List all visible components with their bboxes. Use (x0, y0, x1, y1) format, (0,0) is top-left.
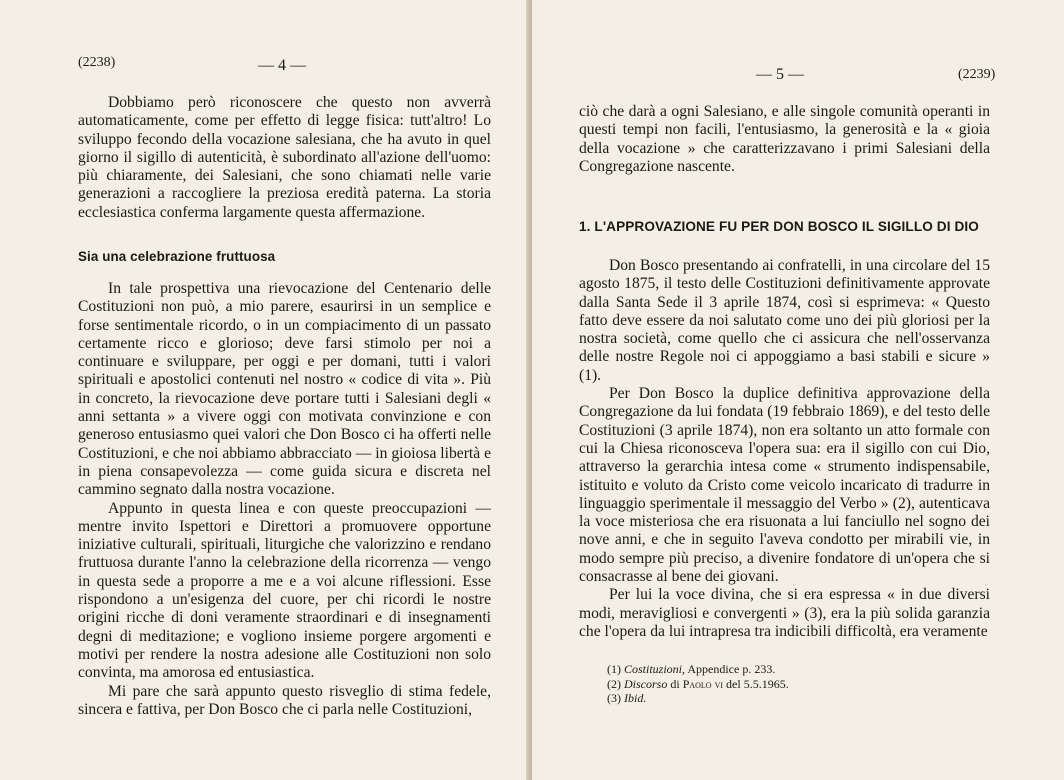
paragraph: Dobbiamo però riconoscere che questo non avverrà automaticamente, come per effetto di legge fisica: tutt'altro! Lo sviluppo fecondo della vocazione salesiana, che ha avuto in quel giorno il sigillo di autenticità, è subordinato all'azione dell'uomo: più chiaramente, dei Salesiani, che sono chiamati nelle varie generazioni a raccogliere la preziosa eredità paterna. La storia ecclesiastica conferma largamente questa affermazione. (78, 94, 491, 221)
section-heading: Sia una celebrazione fruttuosa (78, 249, 276, 264)
main-text (78, 280, 491, 719)
paragraph: Appunto in questa linea e con queste preoccupazioni — mentre invito Ispettori e Direttori a promuovere opportune iniziative culturali, spirituali, liturgiche che valorizzino e rendano fruttuosa durante l'anno la celebrazione della ricorrenza — vengo in questa sede a proporre a me e a voi alcune riflessioni. Esse rispondono a un'esigenza del cuore, per chi ricordi le nostre origini ricche di doni veramente straordinari e di insegnamenti degni di meditazione; e vogliono insieme porgere argomenti e motivi per rendere la nostra adesione alle Costituzioni non solo convinta, ma amorosa ed entusiastica. (78, 499, 491, 682)
paragraph: Mi pare che sarà appunto questo risveglio di stima fedele, sincera e fattiva, per Don Bosco che ci parla nelle Costituzioni, (78, 682, 491, 718)
page-code: (2238) (78, 55, 116, 70)
intro-text (78, 94, 491, 222)
footnote: (1) Costituzioni, Appendice p. 233. (607, 662, 776, 676)
paragraph: Per lui la voce divina, che si era espressa « in due diversi modi, meravigliosi e convergenti » (3), era la più solida garanzia che l'opera da lui intrapresa tra indicibili difficoltà, era veramente (579, 586, 990, 640)
page-number: — 4 — (258, 57, 306, 74)
right-page (532, 0, 1064, 780)
section-heading: 1. L'APPROVAZIONE FU PER DON BOSCO IL SIGILLO DI DIO (579, 219, 979, 234)
left-page (0, 0, 530, 780)
paragraph: Don Bosco presentando ai confratelli, in una circolare del 15 agosto 1875, il testo delle Costituzioni definitivamente approvate dalla Santa Sede il 3 aprile 1874, così si esprimeva: « Questo fatto deve essere da noi salutato come uno dei più gloriosi per la nostra società, come quello che ci assicura che nell'osservanza delle nostre Regole noi ci appoggiamo a basi stabili e sicure » (1). (579, 257, 990, 384)
continued-text (579, 103, 990, 176)
page-number: — 5 — (756, 66, 804, 83)
paragraph: In tale prospettiva una rievocazione del Centenario delle Costituzioni non può, a mio parere, esaurirsi in un semplice e forse sentimentale ricordo, o in un compiacimento di un passato certamente ricco e glorioso; deve farsi stimolo per noi a continuare e sviluppare, per oggi e per domani, tutti i valori spirituali e apostolici contenuti nel nostro « codice di vita ». Più in concreto, la rievocazione deve portare tutti i Salesiani degli « anni settanta » a vivere oggi con motivata convinzione e con generoso entusiasmo quei valori che Don Bosco ci ha offerti nelle Costituzioni, e che noi abbiamo abbracciato — in gioiosa libertà e in piena consapevolezza — come guida sicura e discreta nel cammino segnato dalla nostra vocazione. (78, 280, 491, 499)
main-text (579, 257, 990, 641)
page-code: (2239) (958, 67, 996, 82)
footnotes (607, 662, 907, 706)
footnote: (3) Ibid. (607, 691, 647, 705)
footnote: (2) Discorso di Paolo vi del 5.5.1965. (607, 676, 789, 691)
paragraph: Per Don Bosco la duplice definitiva approvazione della Congregazione da lui fondata (19 febbraio 1869), e del testo delle Costituzioni (3 aprile 1874), non era soltanto un atto formale con cui la Chiesa riconosceva l'opera sua: era il sigillo con cui Dio, attraverso la gerarchia intesa come « strumento indispensabile, istituito e voluto da Cristo come veicolo incaricato di tradurre in linguaggio sperimentale il messaggio del Verbo » (2), autenticava la voce misteriosa che era risuonata a lui fanciullo nel sogno dei nove anni, e che in seguito l'aveva condotto per mirabili vie, in modo sempre più preciso, a divenire fondatore di un'opera che si consacrasse al bene dei giovani. (579, 385, 990, 586)
paragraph: ciò che darà a ogni Salesiano, e alle singole comunità operanti in questi tempi non facili, l'entusiasmo, la generosità e la « gioia della vocazione » che caratterizzavano i primi Salesiani della Congregazione nascente. (579, 103, 990, 175)
